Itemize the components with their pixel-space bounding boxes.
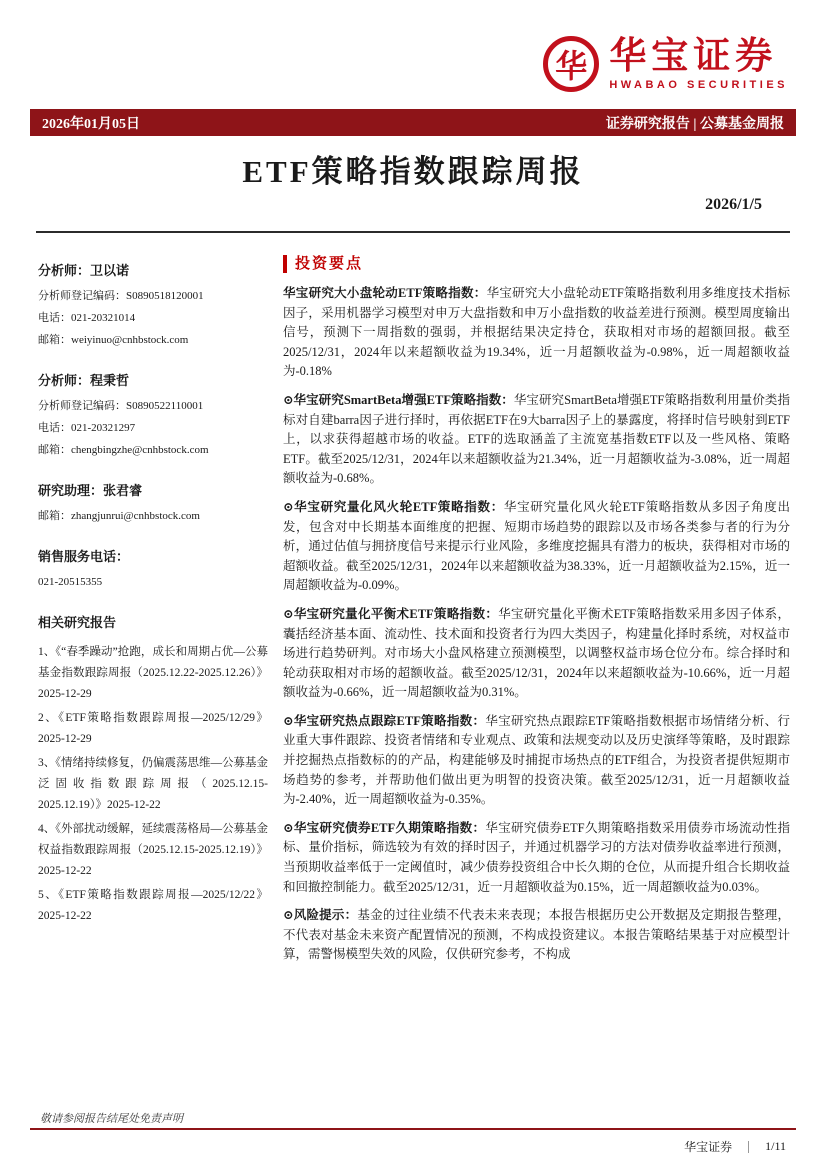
report-title: ETF策略指数跟踪周报 [242, 154, 584, 189]
paragraph-body: 华宝研究SmartBeta增强ETF策略指数利用量价类指标对自建barra因子进行择时，再依据ETF在9大barra因子上的暴露度，将择时信号映射到ETF上，以求获得超越市场的收益。ETF的选取涵盖了主流宽基指数ETF以及一些风格、策略ETF。截至2025/12/31，2024年以来超额收益为21.34%，近一月超额收益为-3.08%，近一周超额收益为-0.68%。 [283, 392, 790, 486]
related-report-item: 4、《外部扰动缓解，延续震荡格局—公募基金权益指数跟踪周报（2025.12.15-2025.12.19）》2025-12-22 [38, 823, 268, 877]
summary-paragraph [283, 284, 790, 382]
paragraph-body: 华宝研究量化平衡术ETF策略指数采用多因子体系，囊括经济基本面、流动性、技术面和投资者行为四大类因子，构建量化择时系统，对权益市场进行趋势研判。对市场大小盘风格建立预测模型，以调整权益市场仓位分布。综合择时和轮动获取相对市场的超额收益。截至2025/12/31，2024年以来超额收益为-10.66%，近一月超额收益为-0.66%，近一周超额收益为0.31%。 [283, 606, 790, 700]
sales-phone-number: 021-20515355 [38, 576, 103, 588]
bullet-icon: ⊙ [283, 713, 294, 728]
brand-logo-icon [543, 36, 599, 92]
section-heading: 投资要点 [283, 255, 790, 273]
related-reports-heading: 相关研究报告 [38, 615, 117, 630]
assistant-name: 研究助理：张君睿 [38, 483, 143, 498]
analyst-reg-code: 分析师登记编码：S0890522110001 [38, 400, 204, 412]
footer-brand-page [684, 1138, 786, 1155]
header-category: 证券研究报告 | 公募基金周报 [605, 116, 784, 132]
related-reports [38, 612, 268, 927]
analyst-name: 分析师：程秉哲 [38, 373, 130, 388]
paragraph-lead: 华宝研究量化平衡术ETF策略指数： [293, 606, 499, 621]
sales-phone-block [38, 546, 268, 593]
paragraph-body: 华宝研究热点跟踪ETF策略指数根据市场情绪分析、行业重大事件跟踪、投资者情绪和专业观点、政策和法规变动以及历史演绎等策略，及时跟踪并挖掘热点指数标的的产品，构建能够及时捕捉市场热点的ETF组合，为投资者提供短期市场趋势的参考，并帮助他们做出更为明智的投资决策。截至2025/12/31，近一月超额收益为-2.40%，近一周超额收益为-0.35%。 [283, 713, 790, 807]
footer-rule [30, 1128, 796, 1130]
paragraph-lead: 华宝研究量化风火轮ETF策略指数： [293, 499, 504, 514]
summary-paragraph [283, 712, 790, 810]
sales-phone-label: 销售服务电话： [38, 549, 130, 564]
analyst-block-3 [38, 480, 268, 527]
paragraph-body: 华宝研究大小盘轮动ETF策略指数利用多维度技术指标因子，采用机器学习模型对申万大盘指数和申万小盘指数的收益差进行预测。模型周度输出信号，预测下一周指数的强弱，并根据结果决定持仓，获取相对市场的超额回报。截至2025/12/31，2024年以来超额收益为19.34%，近一月超额收益为-0.98%，近一周超额收益为-0.18% [283, 286, 791, 379]
report-date: 2026/1/5 [705, 196, 762, 213]
header-bar [30, 109, 796, 136]
paragraph-lead: 风险提示： [293, 908, 358, 923]
bullet-icon: ⊙ [283, 606, 294, 621]
related-report-item: 3、《情绪持续修复，仍偏震荡思维—公募基金泛固收指数跟踪周报（2025.12.15-2025.12.19）》2025-12-22 [38, 757, 268, 811]
paragraph-lead: 华宝研究热点跟踪ETF策略指数： [293, 713, 486, 728]
related-report-item: 1、《“春季躁动”抢跑，成长和周期占优—公募基金指数跟踪周报（2025.12.22-2025.12.26）》2025-12-29 [38, 646, 268, 700]
paragraph-lead: 华宝研究大小盘轮动ETF策略指数： [283, 286, 487, 300]
footer-brand: 华宝证券 [684, 1140, 733, 1154]
bullet-icon: ⊙ [283, 820, 294, 835]
paragraph-body: 基金的过往业绩不代表未来表现；本报告根据历史公开数据及定期报告整理，不代表对基金未来资产配置情况的预测，不构成投资建议。本报告策略结果基于对应模型计算，需警惕模型失效的风险，仅供研究参考，不构成 [283, 908, 790, 962]
related-report-item: 2、《ETF策略指数跟踪周报—2025/12/29》2025-12-29 [38, 712, 268, 745]
brand-name-en: HWABAO SECURITIES [609, 79, 788, 92]
brand-logo-text [609, 37, 788, 92]
bullet-icon: ⊙ [283, 499, 294, 514]
bullet-icon: ⊙ [283, 392, 294, 407]
main-content [283, 255, 790, 974]
header-date: 2026年01月05日 [42, 116, 140, 132]
related-report-item: 5、《ETF策略指数跟踪周报—2025/12/22》2025-12-22 [38, 889, 268, 922]
header-divider [36, 231, 790, 233]
analyst-email: 邮箱：chengbingzhe@cnhbstock.com [38, 444, 209, 456]
assistant-email: 邮箱：zhangjunrui@cnhbstock.com [38, 510, 200, 522]
analyst-phone: 电话：021-20321014 [38, 312, 136, 324]
brand-logo [543, 36, 788, 92]
paragraph-body: 华宝研究量化风火轮ETF策略指数从多因子角度出发，包含对中长期基本面维度的把握、短期市场趋势的跟踪以及市场各类参与者的行为分析，通过估值与拥挤度信号来提示行业风险，多维度挖掘具有潜力的板块，获得相对市场的超额收益。截至2025/12/31，2024年以来超额收益为38.33%，近一月超额收益为2.15%，近一周超额收益为-0.09%。 [283, 499, 791, 593]
footer-separator [748, 1141, 749, 1153]
analyst-name: 分析师：卫以诺 [38, 263, 130, 278]
bullet-icon: ⊙ [283, 908, 294, 923]
analyst-reg-code: 分析师登记编码：S0890518120001 [38, 290, 204, 302]
risk-warning-paragraph [283, 906, 790, 965]
paragraph-body: 华宝研究债券ETF久期策略指数采用债券市场流动性指标、量价指标，筛选较为有效的择时因子，并通过机器学习的方法对债券收益率进行预测，当预期收益率低于一定阈值时，减少债券投资组合中长久期的仓位，从而提升组合长期收益和回撤控制能力。截至2025/12/31，近一月超额收益为0.15%，近一周超额收益为0.03%。 [283, 820, 790, 894]
paragraph-lead: 华宝研究债券ETF久期策略指数： [293, 820, 486, 835]
brand-name-cn: 华宝证券 [609, 35, 778, 77]
analyst-phone: 电话：021-20321297 [38, 422, 136, 434]
brand-logo-glyph: 华 [555, 48, 588, 84]
summary-paragraph [283, 498, 790, 596]
summary-paragraph [283, 605, 790, 703]
analyst-block-1 [38, 260, 268, 351]
sidebar [38, 260, 268, 930]
paragraph-lead: 华宝研究SmartBeta增强ETF策略指数： [293, 392, 514, 407]
summary-paragraph [283, 391, 790, 489]
footer-page-number: 1/11 [765, 1139, 786, 1153]
footer-disclaimer: 敬请参阅报告结尾处免责声明 [40, 1113, 183, 1125]
summary-paragraph [283, 819, 790, 897]
analyst-block-2 [38, 370, 268, 461]
analyst-email: 邮箱：weiyinuo@cnhbstock.com [38, 334, 189, 346]
